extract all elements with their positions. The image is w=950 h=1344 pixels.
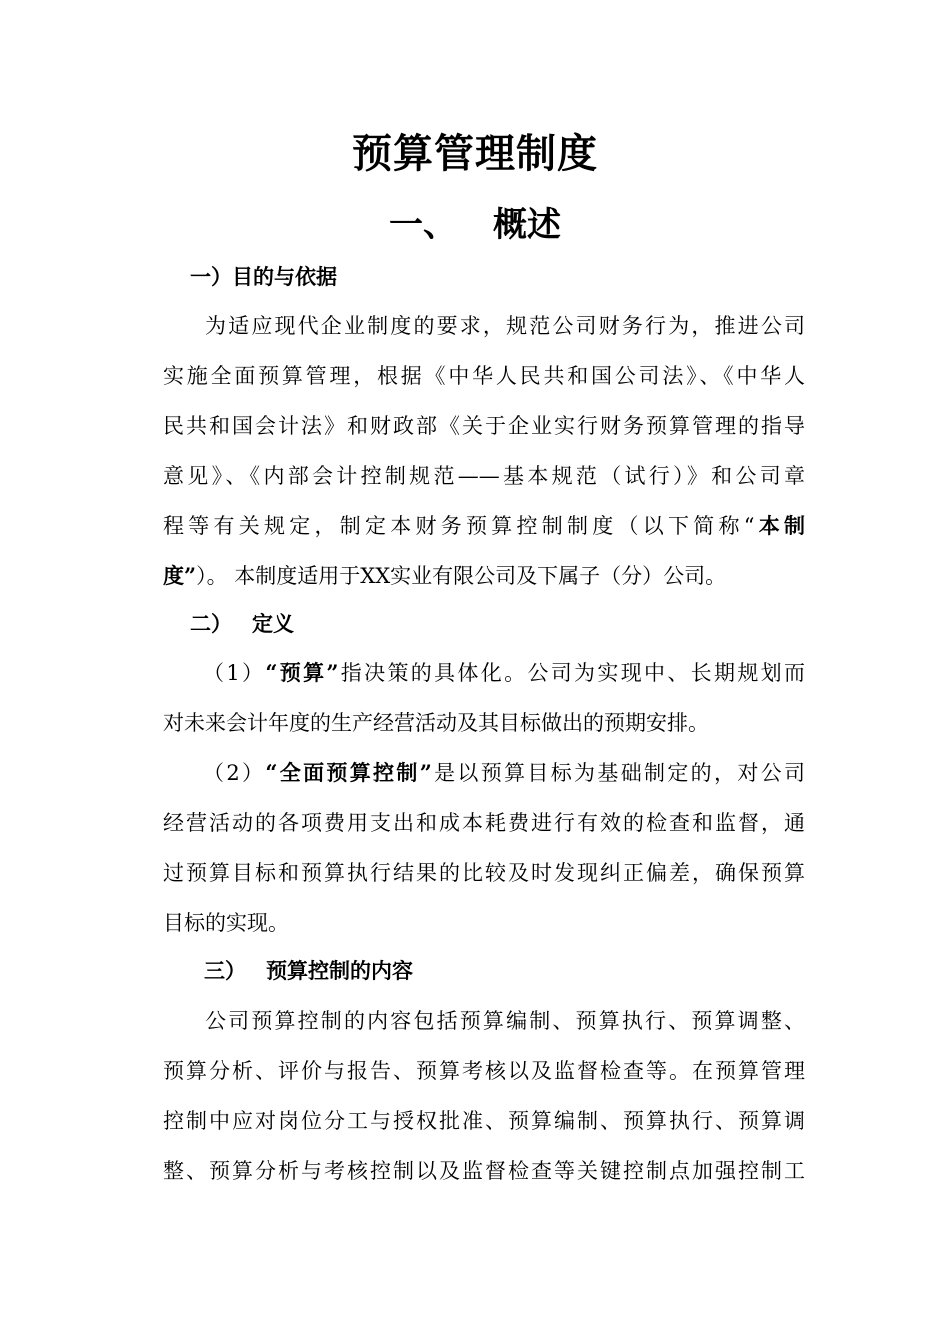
text-line xyxy=(163,551,805,601)
paragraph-content xyxy=(163,996,805,1196)
text-line: 为适应现代企业制度的要求，规范公司财务行为，推进公司 xyxy=(205,314,805,338)
bold-term: “全面预算控制” xyxy=(265,760,432,785)
section-title: 预算控制的内容 xyxy=(266,958,413,983)
text-line: 对未来会计年度的生产经营活动及其目标做出的预期安排。 xyxy=(163,711,709,735)
bold-term: 度” xyxy=(163,563,197,588)
paragraph-definition-budget xyxy=(163,648,805,748)
text-line: 公司预算控制的内容包括预算编制、预算执行、预算调整、 xyxy=(205,1009,805,1033)
text-line: 民共和国会计法》和财政部《关于企业实行财务预算管理的指导 xyxy=(163,414,805,438)
text-line: 实施全面预算管理，根据《中华人民共和国公司法》、《中华人 xyxy=(163,364,805,388)
section-heading-purpose: 一）目的与依据 xyxy=(190,264,337,289)
bold-term: “预算” xyxy=(265,660,339,685)
text-line: 经营活动的各项费用支出和成本耗费进行有效的检查和监督，通 xyxy=(163,811,805,835)
item-number: （1） xyxy=(203,661,266,685)
item-number: （2） xyxy=(203,761,266,785)
text-line xyxy=(163,648,805,698)
bold-term: 本制 xyxy=(754,513,806,538)
section-title: 定义 xyxy=(252,611,294,636)
text-line: 整、预算分析与考核控制以及监督检查等关键控制点加强控制工 xyxy=(163,1159,805,1183)
chapter-number: 一、 xyxy=(389,205,457,245)
text-line: 控制中应对岗位分工与授权批准、预算编制、预算执行、预算调 xyxy=(163,1109,805,1133)
paragraph-purpose xyxy=(163,301,805,601)
chapter-heading xyxy=(0,200,950,250)
text-run: ）。 本制度适用于XX实业有限公司及下属子（分）公司。 xyxy=(196,564,727,588)
document-title: 预算管理制度 xyxy=(352,130,598,177)
text-run: 指决策的具体化。公司为实现中、长期规划而 xyxy=(338,661,805,685)
text-run: 是以预算目标为基础制定的，对公司 xyxy=(431,761,805,785)
text-run: 程等有关规定，制定本财务预算控制制度（以下简称“ xyxy=(163,514,755,538)
section-number: 三） xyxy=(204,958,246,983)
text-line: 过预算目标和预算执行结果的比较及时发现纠正偏差，确保预算 xyxy=(163,861,805,885)
section-heading-definition xyxy=(190,609,294,639)
text-line xyxy=(163,748,805,798)
section-number: 二） xyxy=(190,611,232,636)
text-line: 预算分析、评价与报告、预算考核以及监督检查等。在预算管理 xyxy=(163,1059,805,1083)
text-line: 目标的实现。 xyxy=(163,911,289,935)
section-heading-content xyxy=(204,956,413,986)
paragraph-definition-control xyxy=(163,748,805,948)
text-line: 意见》、《内部会计控制规范——基本规范（试行）》和公司章 xyxy=(163,464,805,488)
text-line xyxy=(163,501,805,551)
chapter-title: 概述 xyxy=(493,205,561,245)
